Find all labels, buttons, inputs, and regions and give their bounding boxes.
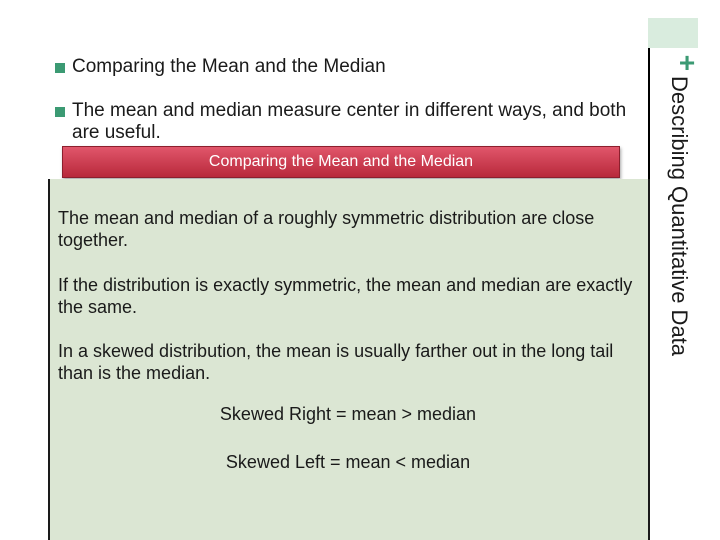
bullet-text: The mean and median measure center in different ways, and both are useful. bbox=[72, 100, 627, 143]
plus-icon: + bbox=[678, 47, 696, 78]
side-title: Describing Quantitative Data bbox=[667, 76, 692, 357]
paragraph-exactly-symmetric: If the distribution is exactly symmetric, the mean and median are exactly the same. bbox=[58, 275, 633, 317]
paragraph-skewed: In a skewed distribution, the mean is usually farther out in the long tail than is the median. bbox=[58, 341, 614, 383]
bullet-heading: Comparing the Mean and the Median bbox=[72, 56, 386, 77]
rule-skewed-right: Skewed Right = mean > median bbox=[219, 404, 477, 424]
square-bullet-icon bbox=[55, 63, 65, 73]
rule-skewed-left: Skewed Left = mean < median bbox=[225, 452, 471, 472]
paragraph-symmetric: The mean and median of a roughly symmetric distribution are close together. bbox=[58, 208, 595, 250]
banner-title: Comparing the Mean and the Median bbox=[62, 146, 620, 178]
corner-accent-box bbox=[648, 18, 698, 48]
square-bullet-icon bbox=[55, 107, 65, 117]
